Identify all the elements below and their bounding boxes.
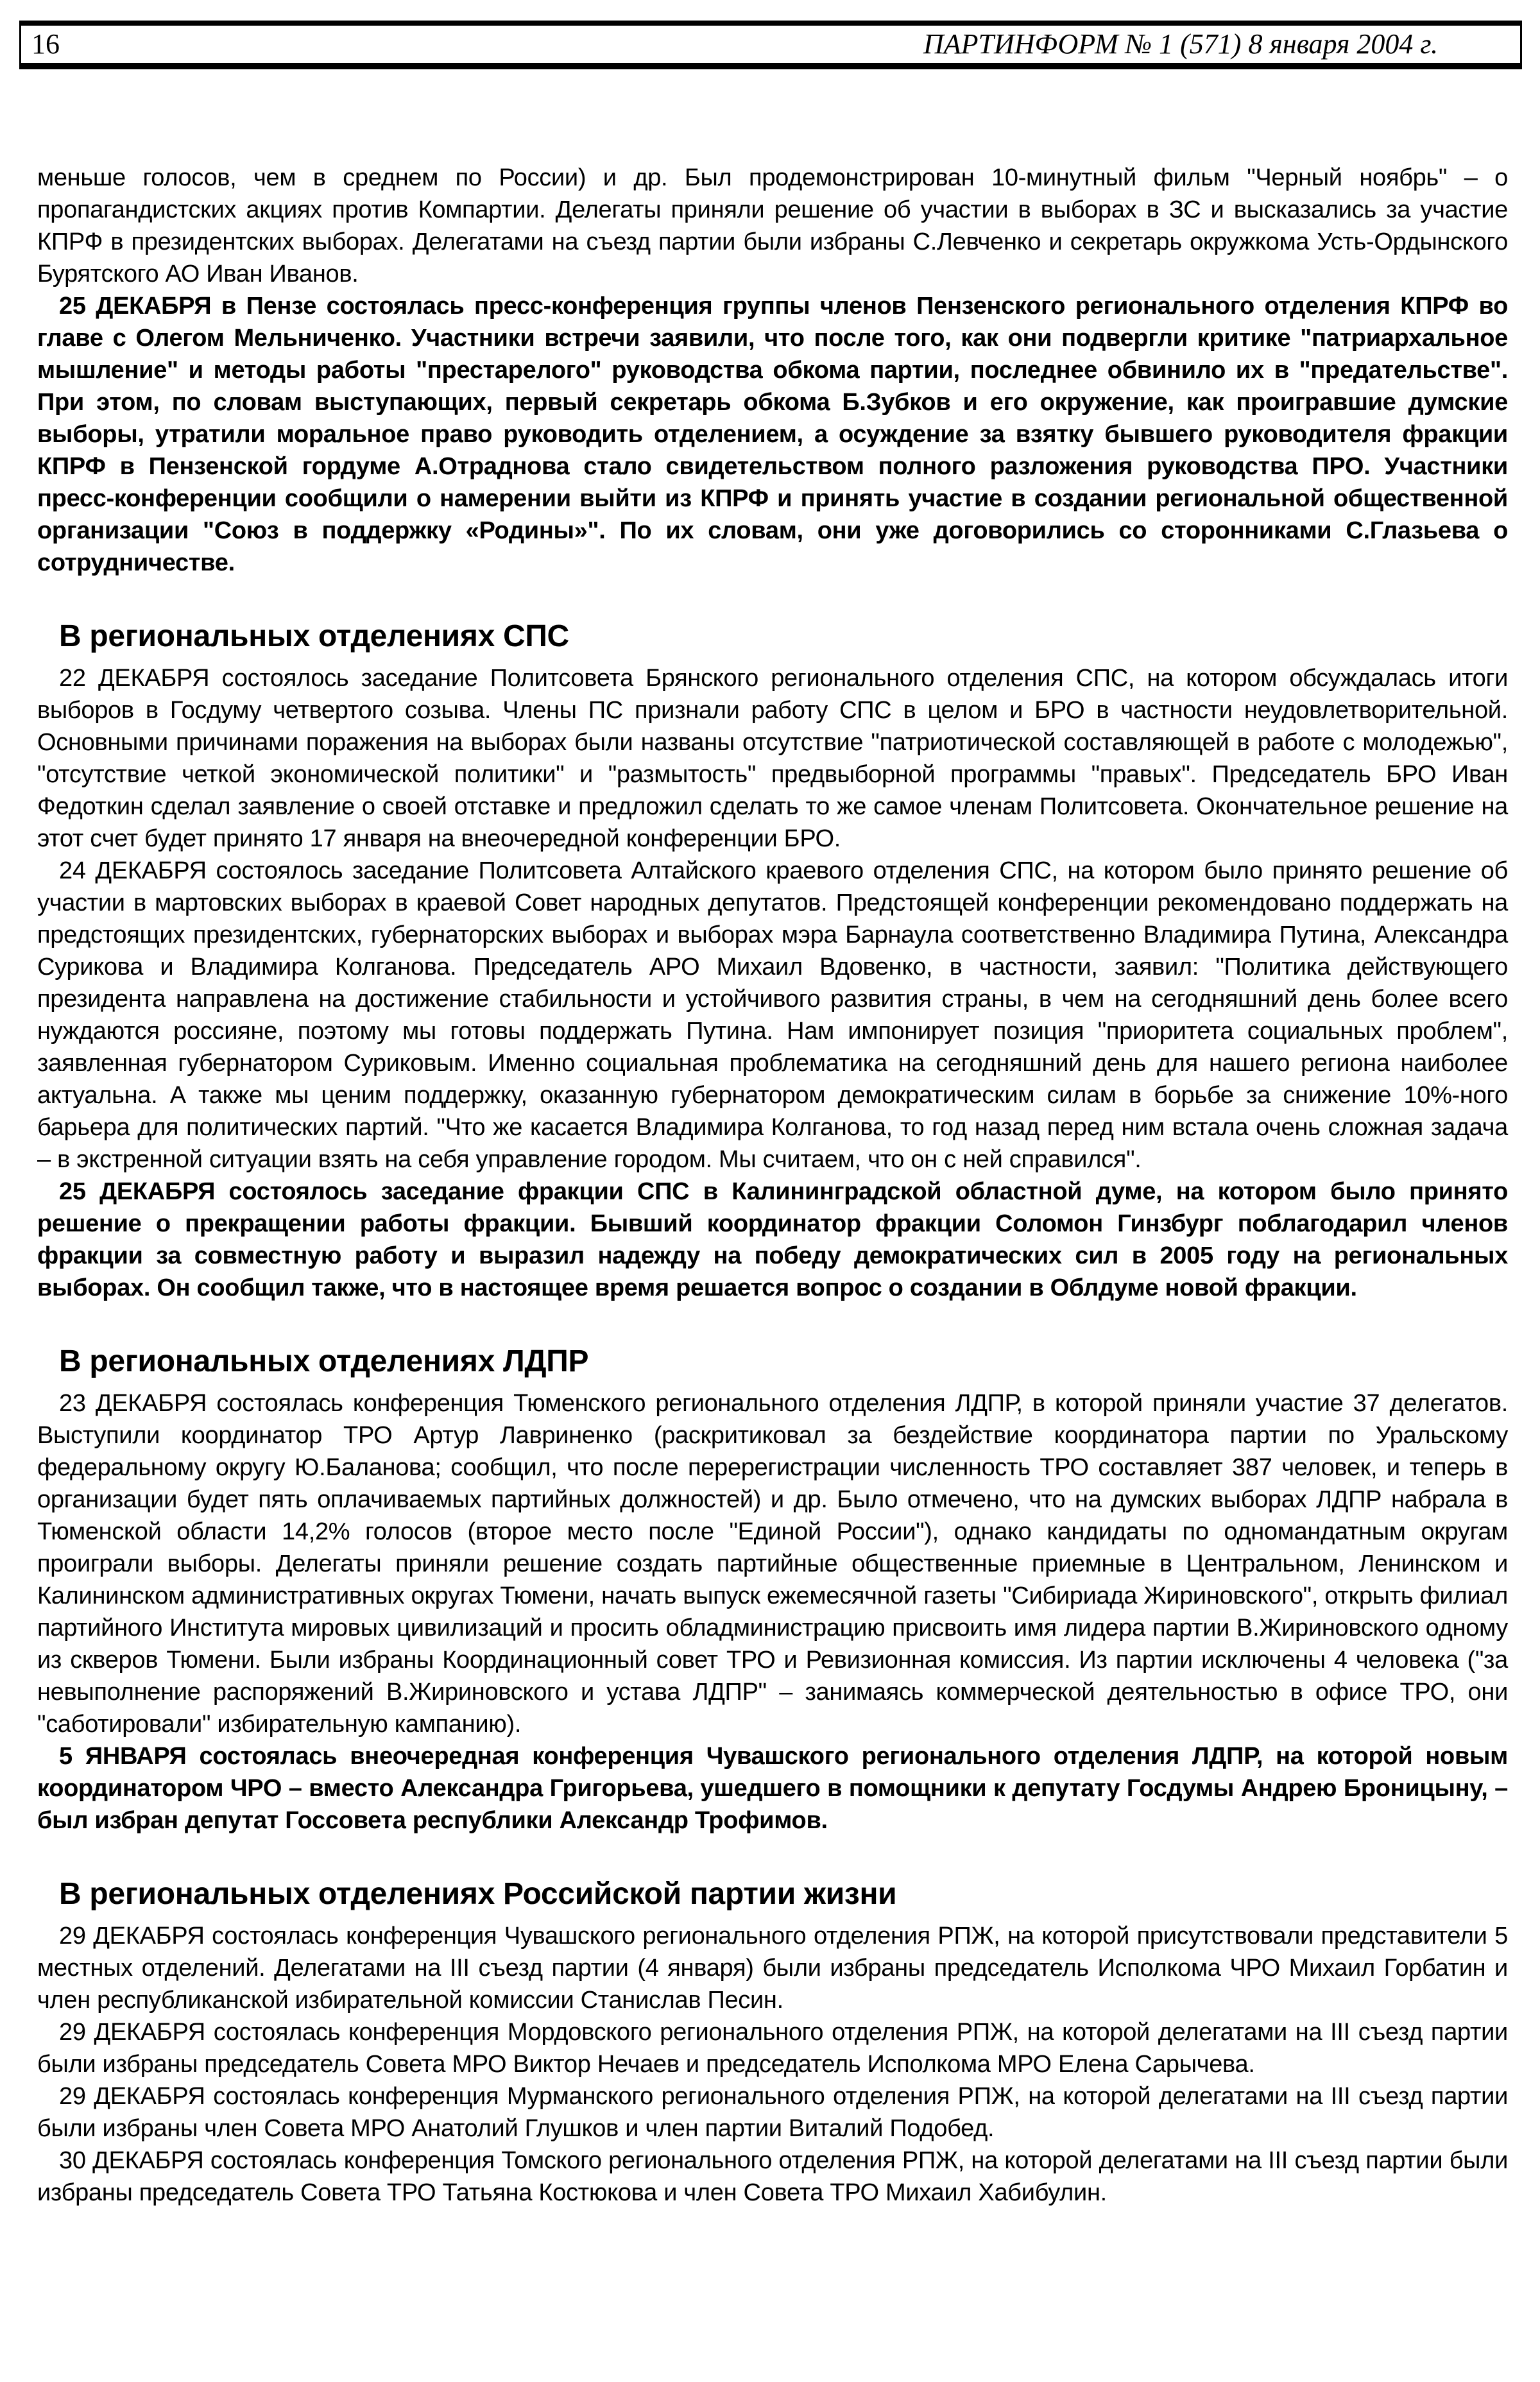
issue-title: ПАРТИНФОРМ № 1 (571) 8 января 2004 г.: [923, 28, 1438, 60]
section-heading-ldpr: В региональных отделениях ЛДПР: [59, 1344, 589, 1378]
article-body: [37, 162, 1508, 2209]
page-number: 16: [31, 28, 60, 60]
paragraph-29-december-chuvash-rpzh: 29 ДЕКАБРЯ состоялась конференция Чувашского регионального отделения РПЖ, на которой присутствовали представители 5 местных отделений. Делегатами на III съезд партии (4 января) были избраны председатель Исполкома ЧРО Михаил Горбатин и член республиканской избирательной комиссии Станислав Песин.: [37, 1923, 1508, 2014]
section-heading-rpzh: В региональных отделениях Российской партии жизни: [59, 1877, 897, 1911]
paragraph-30-december-tomsk-rpzh: 30 ДЕКАБРЯ состоялась конференция Томского регионального отделения РПЖ, на которой делегатами на III съезд партии были избраны председатель Совета ТРО Татьяна Костюкова и член Совета ТРО Михаил Хабибулин.: [37, 2147, 1508, 2206]
paragraph-29-december-mordovia-rpzh: 29 ДЕКАБРЯ состоялась конференция Мордовского регионального отделения РПЖ, на которой делегатами на III съезд партии были избраны председатель Совета МРО Виктор Нечаев и председатель Исполкома МРО Елена Сарычева.: [37, 2019, 1508, 2078]
page-header: [19, 21, 1522, 69]
paragraph-25-december-penza-press-conference: 25 ДЕКАБРЯ в Пензе состоялась пресс-конференция группы членов Пензенского регионального отделения КПРФ во главе с Олегом Мельниченко. Участники встречи заявили, что после того, как они подвергли критике "патриархальное мышление" и методы работы "престарелого" руководства обкома партии, последнее обвинило их в "предательстве". При этом, по словам выступающих, первый секретарь обкома Б.Зубков и его окружение, как проигравшие думские выборы, утратили моральное право руководить отделением, а осуждение за взятку бывшего руководителя фракции КПРФ в Пензенской гордуме А.Отраднова стало свидетельством полного разложения руководства ПРО. Участники пресс-конференции сообщили о намерении выйти из КПРФ и принять участие в создании региональной общественной организации "Союз в поддержку «Родины»". По их словам, они уже договорились со сторонниками С.Глазьева о сотрудничестве.: [37, 293, 1508, 576]
paragraph-25-december-kaliningrad-sps: 25 ДЕКАБРЯ состоялось заседание фракции СПС в Калининградской областной думе, на котором было принято решение о прекращении работы фракции. Бывший координатор фракции Соломон Гинзбург поблагодарил членов фракции за совместную работу и выразил надежду на победу демократических сил в 2005 году на региональных выборах. Он сообщил также, что в настоящее время решается вопрос о создании в Облдуме новой фракции.: [37, 1178, 1508, 1301]
paragraph-22-december-bryansk-sps: 22 ДЕКАБРЯ состоялось заседание Политсовета Брянского регионального отделения СПС, на котором обсуждалась итоги выборов в Госдуму четвертого созыва. Члены ПС признали работу СПС в целом и БРО в частности неудовлетворительной. Основными причинами поражения на выборах были названы отсутствие "патриотической составляющей в работе с молодежью", "отсутствие четкой экономической политики" и "размытость" предвыборной программы "правых". Председатель БРО Иван Федоткин сделал заявление о своей отставке и предложил сделать то же самое членам Политсовета. Окончательное решение на этот счет будет принято 17 января на внеочередной конференции БРО.: [37, 665, 1508, 852]
paragraph-23-december-tyumen-ldpr: 23 ДЕКАБРЯ состоялась конференция Тюменского регионального отделения ЛДПР, в которой приняли участие 37 делегатов. Выступили координатор ТРО Артур Лавриненко (раскритиковал за бездействие координатора партии по Уральскому федеральному округу Ю.Баланова; сообщил, что после перерегистрации численность ТРО составляет 387 человек, и теперь в организации будет пять оплачиваемых партийных должностей) и др. Было отмечено, что на думских выборах ЛДПР набрала в Тюменской области 14,2% голосов (второе место после "Единой России"), однако кандидаты по одномандатным округам проиграли выборы. Делегаты приняли решение создать партийные общественные приемные в Центральном, Ленинском и Калининском административных округах Тюмени, начать выпуск ежемесячной газеты "Сибириада Жириновского", открыть филиал партийного Института мировых цивилизаций и просить обладминистрацию присвоить имя лидера партии В.Жириновского одному из скверов Тюмени. Были избраны Координационный совет ТРО и Ревизионная комиссия. Из партии исключены 4 человека ("за невыполнение распоряжений В.Жириновского и устава ЛДПР" – занимаясь коммерческой деятельностью в офисе ТРО, они "саботировали" избирательную кампанию).: [37, 1390, 1508, 1738]
paragraph-24-december-altai-sps: 24 ДЕКАБРЯ состоялось заседание Политсовета Алтайского краевого отделения СПС, на котором было принято решение об участии в мартовских выборах в краевой Совет народных депутатов. Предстоящей конференции рекомендовано поддержать на предстоящих президентских, губернаторских выборах и выборах мэра Барнаула соответственно Владимира Путина, Александра Сурикова и Владимира Колганова. Председатель АРО Михаил Вдовенко, в частности, заявил: "Политика действующего президента направлена на достижение стабильности и устойчивого развития страны, в чем на сегодняшний день более всего нуждаются россияне, поэтому мы готовы поддержать Путина. Нам импонирует позиция "приоритета социальных проблем", заявленная губернатором Суриковым. Именно социальная проблематика на сегодняшний день для нашего региона наиболее актуальна. А также мы ценим поддержку, оказанную губернатором демократическим силам в борьбе за снижение 10%-ного барьера для политических партий. "Что же касается Владимира Колганова, то год назад перед ним встала очень сложная задача – в экстренной ситуации взять на себя управление городом. Мы считаем, что он с ней справился".: [37, 857, 1508, 1173]
paragraph-kprf-congress-continuation: меньше голосов, чем в среднем по России) и др. Был продемонстрирован 10-минутный фильм "Черный ноябрь" – о пропагандистских акциях против Компартии. Делегаты приняли решение об участии в выборах в ЗС и высказались за участие КПРФ в президентских выборах. Делегатами на съезд партии были избраны С.Левченко и секретарь окружкома Усть-Ордынского Бурятского АО Иван Иванов.: [37, 164, 1508, 287]
section-heading-sps: В региональных отделениях СПС: [59, 619, 569, 653]
paragraph-5-january-chuvash-ldpr: 5 ЯНВАРЯ состоялась внеочередная конференция Чувашского регионального отделения ЛДПР, на которой новым координатором ЧРО – вместо Александра Григорьева, ушедшего в помощники к депутату Госдумы Андрею Броницыну, – был избран депутат Госсовета республики Александр Трофимов.: [37, 1743, 1508, 1834]
paragraph-29-december-murmansk-rpzh: 29 ДЕКАБРЯ состоялась конференция Мурманского регионального отделения РПЖ, на которой делегатами на III съезд партии были избраны член Совета МРО Анатолий Глушков и член партии Виталий Подобед.: [37, 2083, 1508, 2142]
